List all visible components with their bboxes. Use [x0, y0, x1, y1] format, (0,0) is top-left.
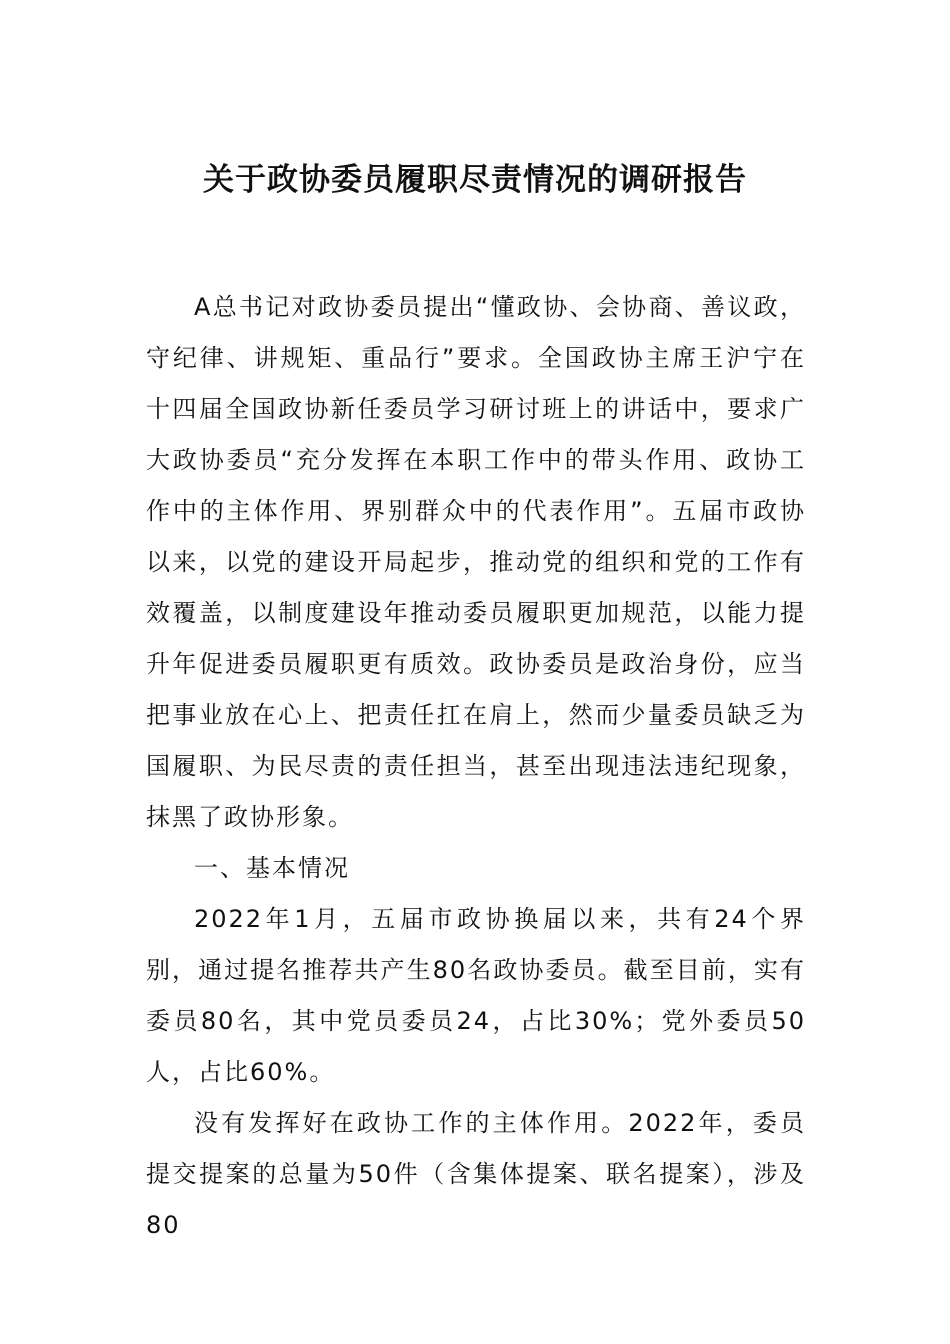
section-heading-basic-situation: 一、基本情况	[194, 854, 350, 882]
document-body	[146, 282, 806, 1251]
paragraph-proposals: 没有发挥好在政协工作的主体作用。2022年，委员提交提案的总量为50件（含集体提案、联名提案），涉及80	[146, 1109, 806, 1239]
document-title: 关于政协委员履职尽责情况的调研报告	[203, 162, 747, 198]
paragraph-intro: A总书记对政协委员提出“懂政协、会协商、善议政，守纪律、讲规矩、重品行”要求。全国政协主席王沪宁在十四届全国政协新任委员学习研讨班上的讲话中，要求广大政协委员“充分发挥在本职工作中的带头作用、政协工作中的主体作用、界别群众中的代表作用”。五届市政协以来，以党的建设开局起步，推动党的组织和党的工作有效覆盖，以制度建设年推动委员履职更加规范，以能力提升年促进委员履职更有质效。政协委员是政治身份，应当把事业放在心上、把责任扛在肩上，然而少量委员缺乏为国履职、为民尽责的责任担当，甚至出现违法违纪现象，抹黑了政协形象。	[146, 293, 806, 831]
paragraph-basic-situation: 2022年1月，五届市政协换届以来，共有24个界别，通过提名推荐共产生80名政协委员。截至目前，实有委员80名，其中党员委员24，占比30%；党外委员50人，占比60%。	[146, 905, 806, 1086]
